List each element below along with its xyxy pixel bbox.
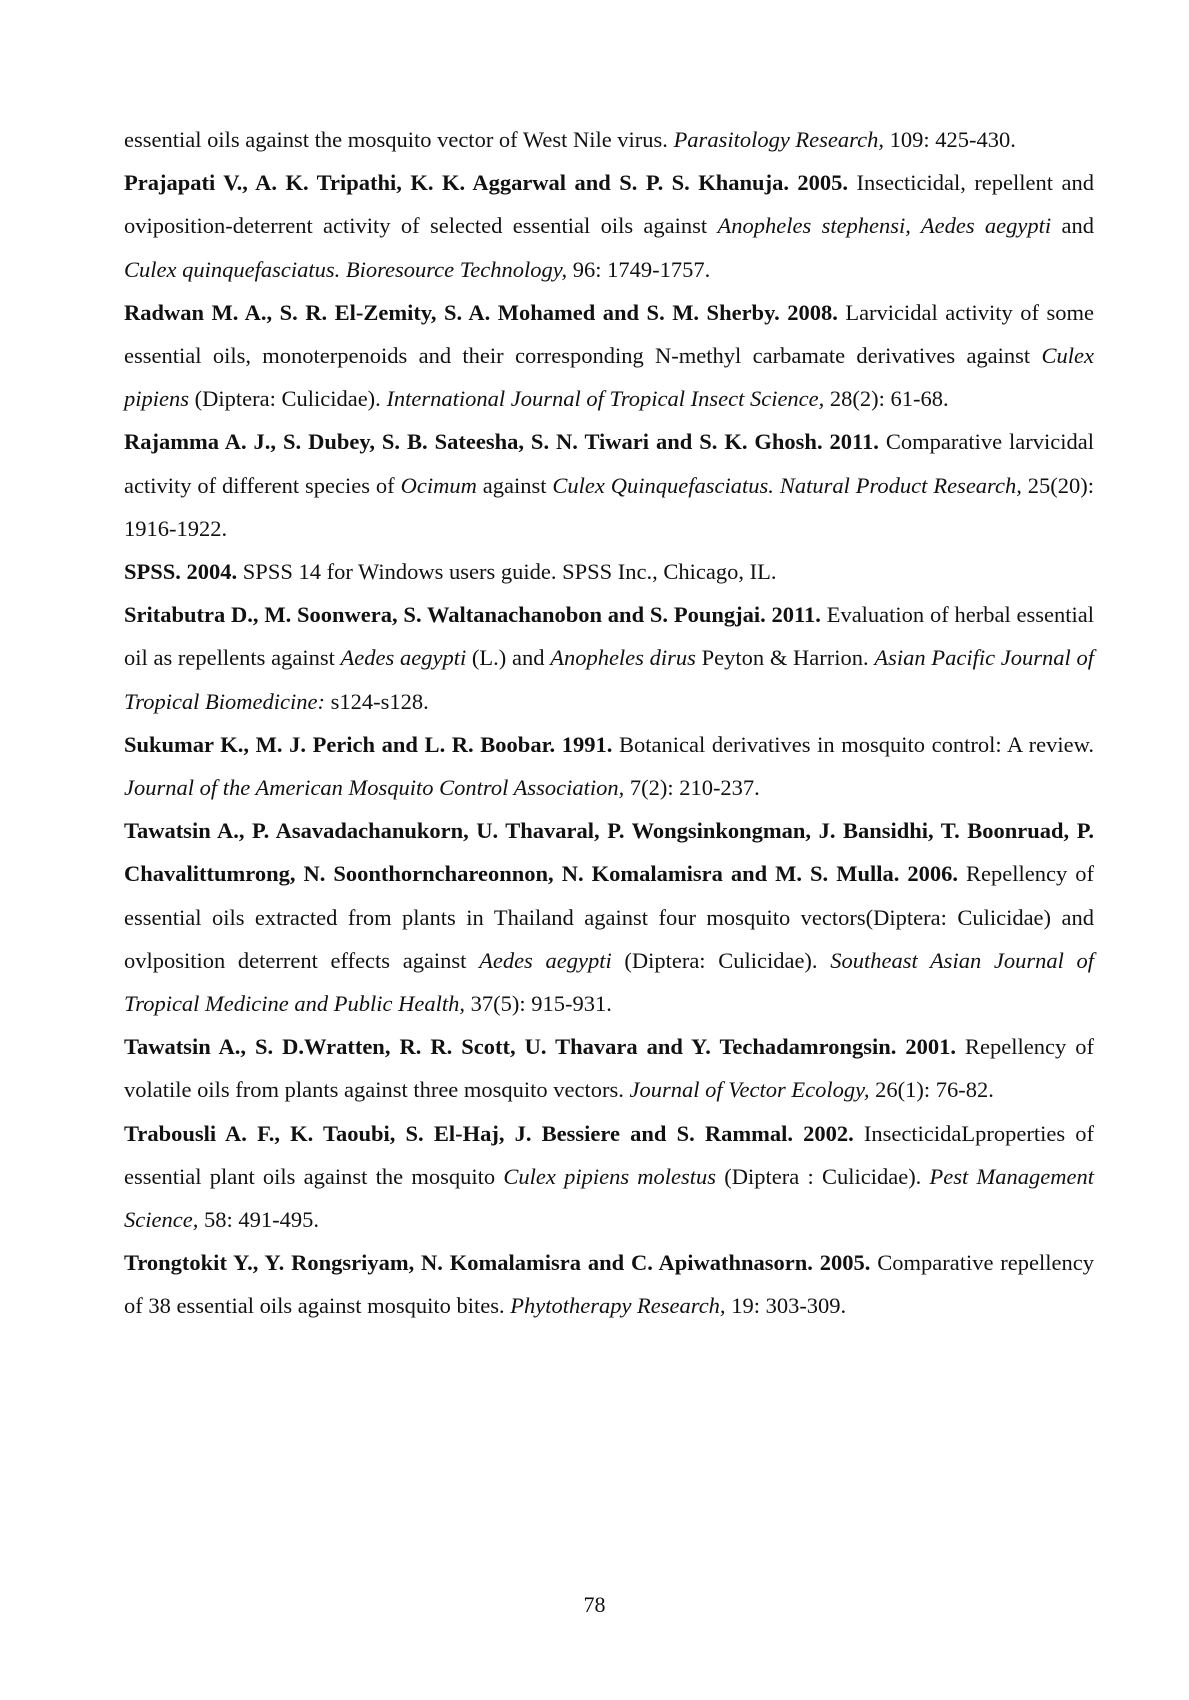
reference-text: 26(1): 76-82. (869, 1077, 994, 1103)
reference-authors-year: Tawatsin A., S. D.Wratten, R. R. Scott, U. Thavara and Y. Techadamrongsin. 2001. (124, 1034, 957, 1060)
reference-authors-year: Trongtokit Y., Y. Rongsriyam, N. Komalamisra and C. Apiwathnasorn. 2005. (124, 1250, 871, 1276)
reference-text: (Diptera: Culicidae). (189, 386, 387, 412)
reference-text: 58: 491-495. (198, 1207, 319, 1233)
reference-entry (124, 1112, 1094, 1242)
reference-italic-text: Pest Management Science, (124, 1163, 1094, 1233)
reference-text: 96: 1749-1757. (567, 256, 711, 282)
reference-italic-text: Culex quinquefasciatus. Bioresource Technology, (124, 256, 568, 282)
reference-entry (124, 593, 1094, 723)
reference-authors-year: Rajamma A. J., S. Dubey, S. B. Sateesha, S. N. Tiwari and S. K. Ghosh. 2011. (124, 429, 879, 455)
reference-authors-year: Trabousli A. F., K. Taoubi, S. El-Haj, J. Bessiere and S. Rammal. 2002. (124, 1120, 854, 1146)
reference-text: (Diptera : Culicidae). (716, 1163, 930, 1189)
reference-authors-year: Prajapati V., A. K. Tripathi, K. K. Aggarwal and S. P. S. Khanuja. 2005. (124, 170, 849, 196)
reference-italic-text: Anopheles stephensi, Aedes aegypti (717, 213, 1052, 239)
reference-text: 37(5): 915-931. (464, 991, 612, 1017)
reference-italic-text: Ocimum (400, 472, 477, 498)
reference-italic-text: Anopheles dirus (550, 645, 696, 671)
reference-text: InsecticidaLproperties of essential plant oils against the mosquito (124, 1120, 1094, 1189)
reference-text: Insecticidal, repellent and oviposition-deterrent activity of selected essential oils against (124, 170, 1094, 239)
reference-entry (124, 723, 1094, 809)
reference-text: 7(2): 210-237. (624, 775, 760, 801)
reference-authors-year: Sukumar K., M. J. Perich and L. R. Boobar. 1991. (124, 731, 613, 757)
reference-text: Peyton & Harrion. (695, 645, 875, 671)
reference-text: Larvicidal activity of some essential oils, monoterpenoids and their corresponding N-methyl carbamate derivatives against (124, 299, 1094, 369)
reference-text: Evaluation of herbal essential oil as repellents against (124, 602, 1095, 671)
reference-italic-text: Southeast Asian Journal of Tropical Medicine and Public Health, (124, 947, 1094, 1017)
reference-text: Repellency of volatile oils from plants against three mosquito vectors. (124, 1034, 1095, 1103)
reference-text: Comparative larvicidal activity of different species of (124, 429, 1094, 498)
reference-authors-year: Tawatsin A., P. Asavadachanukorn, U. Thavaral, P. Wongsinkongman, J. Bansidhi, T. Boonruad, P. Chavalittumrong, N. Soonthornchareonnon, N. Komalamisra and M. S. Mulla. 2006. (124, 818, 1094, 887)
reference-italic-text: Culex Quinquefasciatus. Natural Product Research, (552, 472, 1022, 498)
reference-text: 25(20): 1916-1922. (124, 472, 1094, 541)
reference-text: SPSS 14 for Windows users guide. SPSS Inc., Chicago, IL. (237, 559, 777, 585)
reference-entry (124, 161, 1094, 291)
reference-entry (124, 420, 1094, 550)
reference-italic-text: Culex pipiens molestus (503, 1163, 717, 1189)
reference-text: 19: 303-309. (725, 1293, 847, 1319)
reference-text: Comparative repellency of 38 essential oils against mosquito bites. (124, 1250, 1094, 1319)
reference-authors-year: Sritabutra D., M. Soonwera, S. Waltanachanobon and S. Poungjai. 2011. (124, 602, 821, 628)
page-number: 78 (583, 1592, 606, 1617)
reference-italic-text: Aedes aegypti (340, 645, 467, 671)
reference-italic-text: Parasitology Research, (673, 127, 884, 152)
reference-entry (124, 291, 1094, 421)
reference-italic-text: Asian Pacific Journal of Tropical Biomedicine: (124, 645, 1094, 714)
reference-text: Botanical derivatives in mosquito control: A review. (612, 731, 1094, 757)
reference-text: essential oils against the mosquito vector of West Nile virus. (124, 127, 674, 152)
reference-entry (124, 550, 1094, 593)
reference-authors-year: Radwan M. A., S. R. El-Zemity, S. A. Mohamed and S. M. Sherby. 2008. (124, 299, 838, 325)
reference-entry (124, 1241, 1094, 1327)
reference-list (124, 118, 1094, 1328)
reference-text: and (1051, 213, 1095, 239)
reference-text: s124-s128. (325, 688, 429, 714)
reference-text: Repellency of essential oils extracted from plants in Thailand against four mosquito vectors(Diptera: Culicidae) and ovlposition deterrent effects against (124, 861, 1095, 973)
reference-text: against (476, 472, 553, 498)
reference-text: (Diptera: Culicidae). (611, 947, 831, 973)
reference-italic-text: Journal of Vector Ecology, (629, 1077, 870, 1103)
reference-entry (124, 1025, 1094, 1111)
reference-entry (124, 809, 1094, 1025)
reference-italic-text: Phytotherapy Research, (510, 1293, 726, 1319)
reference-entry (124, 118, 1094, 161)
reference-italic-text: Aedes aegypti (479, 947, 612, 973)
reference-italic-text: Culex pipiens (124, 343, 1094, 412)
reference-italic-text: International Journal of Tropical Insect Science, (386, 386, 825, 412)
reference-text: 28(2): 61-68. (824, 386, 949, 412)
reference-text: (L.) and (466, 645, 551, 671)
reference-italic-text: Journal of the American Mosquito Control Association, (124, 775, 625, 801)
reference-text: 109: 425-430. (883, 127, 1016, 152)
reference-authors-year: SPSS. 2004. (124, 559, 238, 585)
